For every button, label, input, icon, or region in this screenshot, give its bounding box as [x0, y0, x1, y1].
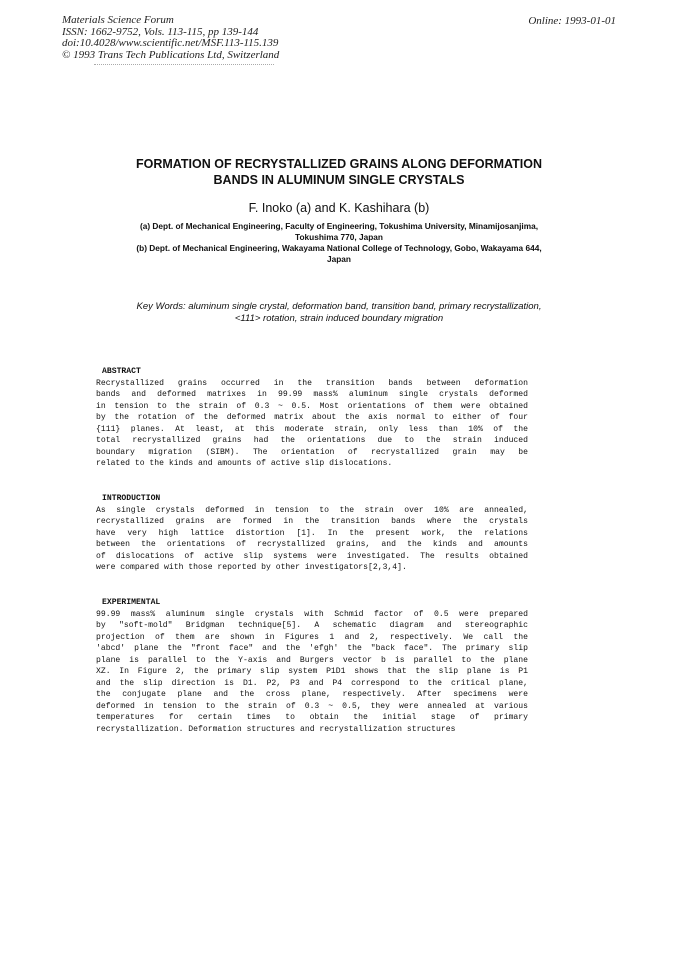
introduction-body [96, 505, 528, 574]
keywords [90, 301, 588, 325]
abstract-line: related to the kinds and amounts of active slip dislocations. [96, 459, 393, 468]
experimental-line: 'abcd' plane the "front face" and the 'efgh' the "back face". The primary slip [96, 644, 528, 653]
authors: F. Inoko (a) and K. Kashihara (b) [248, 201, 430, 215]
experimental-section [96, 597, 528, 735]
abstract-line: in tension to the strain of 0.3 ~ 0.5. Most orientations of them were obtained [96, 401, 528, 411]
introduction-line: As single crystals deformed in tension to the strain over 10% are annealed, [96, 505, 528, 515]
experimental-line: plane is parallel to the Y-axis and Burgers vector b is parallel to the plane [96, 655, 528, 665]
copyright-line: © 1993 Trans Tech Publications Ltd, Switzerland [62, 48, 280, 61]
affiliation-b-line-1: (b) Dept. of Mechanical Engineering, Wakayama National College of Technology, Gobo, Wakayama 644, [136, 243, 542, 253]
title-line-2: BANDS IN ALUMINUM SINGLE CRYSTALS [213, 173, 465, 187]
affiliation-b-line-2: Japan [327, 254, 351, 264]
abstract-line: {111} planes. At least, at this moderate strain, only less than 10% of the [96, 424, 528, 434]
experimental-line: XZ. In Figure 2, the primary slip system P1D1 shows that the slip plane is P1 [96, 667, 528, 676]
introduction-heading: INTRODUCTION [102, 494, 161, 503]
introduction-line: recrystallized grains are formed in the transition bands where the crystals [96, 517, 528, 526]
abstract-section [96, 366, 528, 470]
abstract-body [96, 378, 528, 470]
abstract-line: boundary migration (SIBM). The orientation of recrystallized grain may be [96, 447, 528, 457]
issn-line: ISSN: 1662-9752, Vols. 113-115, pp 139-144 [62, 25, 259, 38]
abstract-line: Recrystallized grains occurred in the transition bands between deformation [96, 378, 528, 388]
introduction-line: were compared with those reported by other investigators[2,3,4]. [96, 563, 407, 572]
experimental-line: 99.99 mass% aluminum single crystals with Schmid factor of 0.5 were prepared [96, 609, 528, 619]
experimental-line: deformed in tension to the strain of 0.3 ~ 0.5, they were annealed at various [96, 701, 528, 711]
scan-artifact-line [94, 64, 274, 65]
experimental-line: by "soft-mold" Bridgman technique[5]. A schematic diagram and stereographic [96, 621, 528, 630]
title-line-1: FORMATION OF RECRYSTALLIZED GRAINS ALONG DEFORMATION [136, 157, 542, 171]
experimental-line: the conjugate plane and the cross plane, respectively. After specimens were [96, 690, 528, 699]
paper-title [80, 156, 598, 188]
experimental-line: recrystallization. Deformation structures and recrystallization structures [96, 724, 456, 734]
affiliation-a-line-1: (a) Dept. of Mechanical Engineering, Faculty of Engineering, Tokushima University, Minamijosanjima, [139, 221, 538, 231]
introduction-line: between the orientations of recrystallized grains, and the kinds and amounts [96, 540, 528, 549]
experimental-line: and the slip direction is D1. P2, P3 and P4 correspond to the critical plane, [96, 678, 528, 688]
introduction-section [96, 493, 528, 574]
introduction-line: of dislocations of active slip systems were investigated. The results obtained [96, 551, 528, 561]
journal-citation-header [62, 15, 279, 61]
experimental-line: projection of them are shown in Figures 1 and 2, respectively. We call the [96, 632, 528, 642]
keywords-line-1: Key Words: aluminum single crystal, deformation band, transition band, primary recrystallization, [136, 301, 542, 312]
affiliation-a [90, 221, 588, 243]
experimental-line: temperatures for certain times to obtain the initial stage of primary [96, 713, 528, 722]
introduction-line: have very high lattice distortion [1]. In the present work, the relations [96, 528, 528, 538]
abstract-line: total recrystallized grains had the orientations due to the strain induced [96, 436, 528, 445]
affiliation-a-line-2: Tokushima 770, Japan [295, 232, 383, 242]
abstract-line: bands and deformed matrixes in 99.99 mass% aluminum single crystals deformed [96, 390, 528, 399]
doi-line: doi:10.4028/www.scientific.net/MSF.113-115.139 [62, 37, 279, 49]
online-date: Online: 1993-01-01 [528, 15, 616, 27]
affiliation-b [90, 243, 588, 265]
journal-name: Materials Science Forum [62, 14, 174, 26]
experimental-body [96, 609, 528, 736]
experimental-heading: EXPERIMENTAL [102, 598, 161, 607]
abstract-heading: ABSTRACT [102, 367, 141, 376]
abstract-line: by the rotation of the deformed matrix about the axis normal to either of four [96, 413, 528, 422]
keywords-line-2: <111> rotation, strain induced boundary migration [234, 313, 444, 324]
